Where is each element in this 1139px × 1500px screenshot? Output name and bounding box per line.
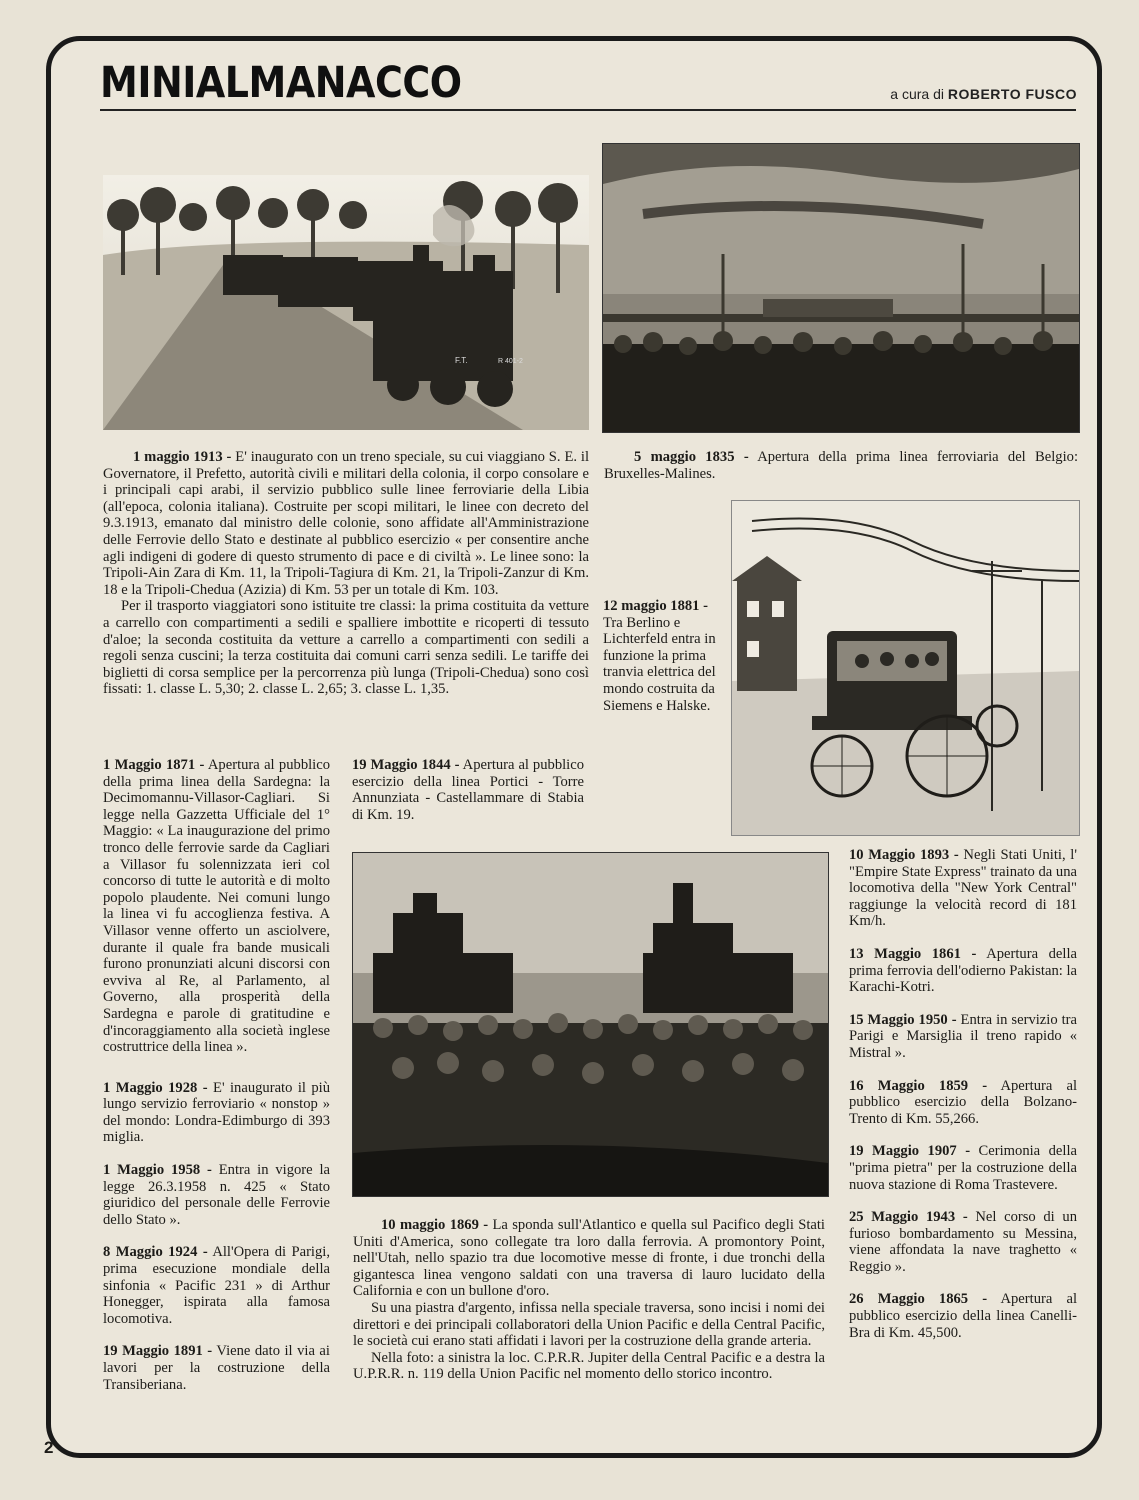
berlin-separator: - (703, 598, 709, 614)
entry-separator: - (982, 1291, 988, 1308)
portici-date: 19 Maggio 1844 (352, 757, 451, 773)
entry-date: 1 Maggio 1958 (103, 1162, 201, 1179)
entry-date: 1 Maggio 1928 (103, 1079, 198, 1096)
entry-separator: - (202, 1079, 208, 1096)
locomotive-number: R 401-2 (498, 358, 523, 365)
entry-1893 (849, 847, 1077, 930)
article-libya-1913 (103, 449, 589, 698)
promontory-paragraph-1 (353, 1217, 825, 1300)
page-number: 2 (44, 1438, 54, 1457)
entry-text: Viene dato il via ai lavori per la costruzione della Transiberiana. (103, 1343, 330, 1393)
article-berlin-1881 (603, 598, 719, 714)
crowd-illustration (603, 144, 1079, 432)
libya-separator: - (226, 449, 232, 465)
entry-date: 19 Maggio 1907 (849, 1143, 957, 1160)
article-portici-1844 (352, 757, 584, 823)
entry-1924 (103, 1244, 330, 1327)
belgium-date: 5 maggio 1835 (634, 449, 735, 465)
entry-1865 (849, 1291, 1077, 1341)
entry-1891 (103, 1343, 330, 1393)
entry-text: E' inaugurato il più lungo servizio ferroviario « nonstop » del mondo: Londra-Edimburgo di 393 miglia. (103, 1079, 330, 1146)
entry-date: 13 Maggio 1861 (849, 945, 961, 962)
entry-text: Cerimonia della "prima pietra" per la costruzione della nuova stazione di Roma Trastevere. (849, 1143, 1077, 1193)
entry-date: 1 Maggio 1871 (103, 757, 196, 773)
article-promontory-1869 (353, 1217, 825, 1383)
entry-separator: - (982, 1077, 988, 1094)
entry-text: Apertura al pubblico esercizio della Bolzano-Trento di Km. 55,266. (849, 1077, 1078, 1127)
entry-separator: - (199, 757, 205, 773)
entry-separator: - (965, 1143, 971, 1160)
masthead-title: MINIALMANACCO (100, 58, 462, 108)
byline (890, 86, 1077, 102)
entry-text: Apertura al pubblico esercizio della linea Canelli-Bra di Km. 45,500. (849, 1291, 1078, 1341)
entry-text: Entra in vigore la legge 26.3.1958 n. 425 « Stato giuridico del personale delle Ferrovie dello Stato ». (103, 1162, 330, 1228)
entry-date: 16 Maggio 1859 (849, 1077, 969, 1094)
berlin-text: Tra Berlino e Lichterfeld entra in funzione la prima tranvia elettrica del mondo costruita da Siemens e Halske. (603, 614, 716, 714)
entry-1871 (103, 757, 330, 1056)
entry-text: All'Opera di Parigi, prima esecuzione mondiale della sinfonia « Pacific 231 » di Arthur Honegger, ispirata alla famosa locomotiva. (103, 1244, 330, 1327)
libya-paragraph-1 (103, 449, 589, 598)
entry-text: Apertura al pubblico della prima linea della Sardegna: la Decimomannu-Villasor-Cagliari. Si legge nella Gazzetta Ufficiale del 1° Maggio: « La inaugurazione del primo tronco delle ferrovie sarde da Cagliari a Villasor fu solennizzata ieri col concorso di tutte le autorità e di molto popolo plaudente. Nei comuni lungo la linea vi fu accoglienza festiva. A Villasor venne offerto un asciolvere, durante il quale fra bande musicali furono pronunziati alcuni discorsi con evviva al Re, al Parlamento, al Governo, alla prosperità della Sardegna e parole di gratitudine e d'incoraggiamento alla società inglese costruttrice della linea ». (103, 757, 331, 1056)
entry-text: Nel corso di un furioso bombardamento su Messina, viene affondata la nave traghetto « Reggio ». (849, 1209, 1077, 1275)
entry-text: Negli Stati Uniti, l' "Empire State Express" trainato da una locomotiva della "New York Central" raggiunge la velocità record di 181 Km/h. (849, 847, 1077, 930)
entry-date: 15 Maggio 1950 (849, 1011, 948, 1028)
entry-1958 (103, 1162, 330, 1228)
train-desert-illustration (103, 175, 589, 430)
berlin-date: 12 maggio 1881 (603, 598, 700, 614)
entry-1950 (849, 1012, 1077, 1062)
libya-paragraph-2: Per il trasporto viaggiatori sono istituite tre classi: la prima costituita da vetture a carrello con compartimenti a sedili e spalliere imbottite e ricoperti di tessuto d'aloe; la seconda costituita da vetture a carrello a compartimenti con sedili a regoli senza cuscini; la terza costituita dai comuni carri senza sedili. Le tariffe dei biglietti di corsa semplice per la percorrenza più lunga (Tripoli-Chedua) sono così fissati: 1. classe L. 5,30; 2. classe L. 2,65; 3. classe L. 1,35. (103, 598, 589, 698)
entry-date: 10 Maggio 1893 (849, 847, 950, 863)
golden-spike-photo (352, 852, 829, 1197)
entry-1861 (849, 946, 1077, 996)
portici-separator: - (454, 757, 460, 773)
entry-separator: - (962, 1209, 968, 1226)
byline-author: ROBERTO FUSCO (947, 86, 1077, 102)
entry-separator: - (953, 847, 959, 863)
entry-1859 (849, 1078, 1077, 1128)
promontory-separator: - (483, 1217, 489, 1233)
belgium-separator: - (743, 449, 749, 465)
belgium-text: Apertura della prima linea ferroviaria del Belgio: Bruxelles-Malines. (604, 449, 1079, 482)
promontory-date: 10 maggio 1869 (381, 1217, 479, 1233)
promontory-paragraph-3: Nella foto: a sinistra la loc. C.P.R.R. Jupiter della Central Pacific e a destra la U.P.R.R. n. 119 della Union Pacific nel momento dello storico incontro. (353, 1349, 825, 1383)
entry-separator: - (207, 1162, 212, 1179)
right-column (849, 847, 1077, 1357)
entry-separator: - (951, 1011, 957, 1028)
crowd-opening-photo (602, 143, 1080, 433)
locomotive-plate: F.T. (455, 356, 468, 365)
entry-1928 (103, 1080, 330, 1146)
libya-text-1: E' inaugurato con un treno speciale, su cui viaggiano S. E. il Governatore, il Prefetto, autorità civili e militari della colonia, il corpo consolare e i principali capi arabi, il servizio pubblico sulle linee ferroviarie della Libia (all'epoca, colonia italiana). Costruite per scopi militari, le linee con decreto del 9.3.1913, emanato dal ministro delle colonie, sono affidate all'Amministrazione delle Ferrovie dello Stato e destinate al pubblico esercizio « per consentire anche agli indigeni di godere di questo strumento di pace e di civiltà ». Le linee sono: la Tripoli-Ain Zara di Km. 11, la Tripoli-Tagiura di Km. 21, la Tripoli-Zanzur di Km. 18 e la Tripoli-Chedua (Azizia) di Km. 53 per un totale di Km. 103. (103, 449, 589, 598)
entry-separator: - (971, 945, 977, 962)
golden-spike-illustration (353, 853, 828, 1196)
portici-text: Apertura al pubblico esercizio della linea Portici - Torre Annunziata - Castellammare di Stabia di Km. 19. (352, 757, 585, 823)
promontory-text-1: La sponda sull'Atlantico e quella sul Pacifico degli Stati Uniti d'America, sono collegate tra loro dalla ferrovia. A promontory Point, nell'Utah, nello spazio tra due locomotive messe di fronte, i due tronchi della gigantesca linea vengono saldati con una traversa di lauro lucidato della California e con un bullone d'oro. (353, 1217, 825, 1300)
header-rule (100, 109, 1076, 111)
entry-date: 26 Maggio 1865 (849, 1291, 969, 1308)
entry-1907 (849, 1143, 1077, 1193)
left-column (103, 757, 330, 1409)
entry-date: 25 Maggio 1943 (849, 1209, 956, 1226)
electric-tram-engraving (731, 500, 1080, 836)
tram-illustration (732, 501, 1079, 835)
entry-text: Apertura della prima ferrovia dell'odierno Pakistan: la Karachi-Kotri. (849, 945, 1077, 996)
train-desert-photo (103, 175, 589, 430)
byline-prefix: a cura di (890, 86, 944, 102)
entry-date: 8 Maggio 1924 (103, 1244, 198, 1261)
entry-date: 19 Maggio 1891 (103, 1343, 203, 1360)
entry-separator: - (207, 1343, 213, 1360)
article-belgium-1835 (604, 449, 1078, 482)
entry-separator: - (202, 1244, 208, 1261)
entry-text: Entra in servizio tra Parigi e Marsiglia il treno rapido « Mistral ». (849, 1011, 1077, 1061)
entry-1943 (849, 1209, 1077, 1275)
promontory-paragraph-2: Su una piastra d'argento, infissa nella speciale traversa, sono incisi i nomi dei direttori e dei principali collaboratori della Union Pacific e della Central Pacific, le società cui erano stati affidati i lavori per la costruzione della grande arteria. (353, 1299, 825, 1350)
libya-date: 1 maggio 1913 (133, 449, 223, 465)
